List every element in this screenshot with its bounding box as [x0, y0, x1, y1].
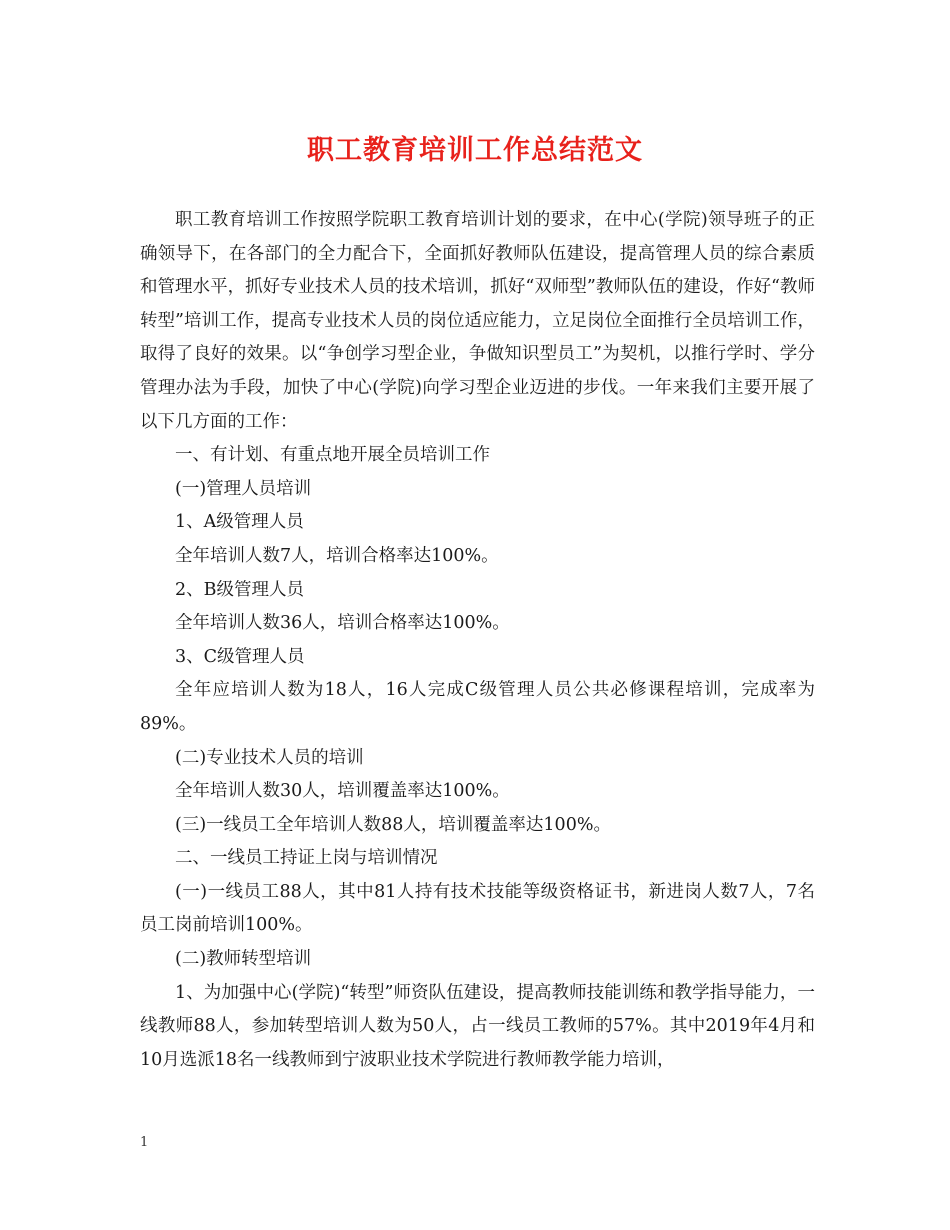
- paragraph-frontline-certification: (一)一线员工88人，其中81人持有技术技能等级资格证书，新进岗人数7人，7名员工岗前培训100%。: [140, 881, 815, 936]
- subheading-technical-staff: (二)专业技术人员的培训: [175, 747, 364, 768]
- subheading-management-training: (一)管理人员培训: [175, 478, 312, 499]
- item-b-level: 2、B级管理人员: [175, 579, 304, 600]
- paragraph-b-level-result: 全年培训人数36人，培训合格率达100%。: [175, 613, 510, 634]
- paragraph-intro: 职工教育培训工作按照学院职工教育培训计划的要求，在中心(学院)领导班子的正确领导下，在各部门的全力配合下，全面抓好教师队伍建设，提高管理人员的综合素质和管理水平，抓好专业技术人员的技术培训，抓好“双师型”教师队伍的建设，作好“教师转型”培训工作，提高专业技术人员的岗位适应能力，立足岗位全面推行全员培训工作，取得了良好的效果。以“争创学习型企业，争做知识型员工”为契机，以推行学时、学分管理办法为手段，加快了中心(学院)向学习型企业迈进的步伐。一年来我们主要开展了以下几方面的工作：: [140, 210, 815, 432]
- document-body: [140, 204, 815, 1077]
- paragraph-technical-result: 全年培训人数30人，培训覆盖率达100%。: [175, 781, 510, 802]
- page-number: 1: [140, 1135, 149, 1150]
- paragraph-c-level-result: 全年应培训人数为18人，16人完成C级管理人员公共必修课程培训，完成率为89%。: [140, 680, 815, 734]
- subheading-teacher-transformation: (二)教师转型培训: [175, 949, 312, 970]
- heading-section-2: 二、一线员工持证上岗与培训情况: [175, 848, 438, 869]
- item-c-level: 3、C级管理人员: [175, 646, 305, 667]
- paragraph-teacher-transformation: 1、为加强中心(学院)“转型”师资队伍建设，提高教师技能训练和教学指导能力，一线教师88人，参加转型培训人数为50人，占一线员工教师的57%。其中2019年4月和10月选派18名一线教师到宁波职业技术学院进行教师教学能力培训，: [140, 982, 815, 1070]
- heading-section-1: 一、有计划、有重点地开展全员培训工作: [175, 445, 490, 466]
- item-a-level: 1、A级管理人员: [175, 512, 304, 533]
- document-title: 职工教育培训工作总结范文: [307, 135, 643, 166]
- paragraph-frontline-training: (三)一线员工全年培训人数88人，培训覆盖率达100%。: [175, 814, 611, 835]
- paragraph-a-level-result: 全年培训人数7人，培训合格率达100%。: [175, 545, 499, 566]
